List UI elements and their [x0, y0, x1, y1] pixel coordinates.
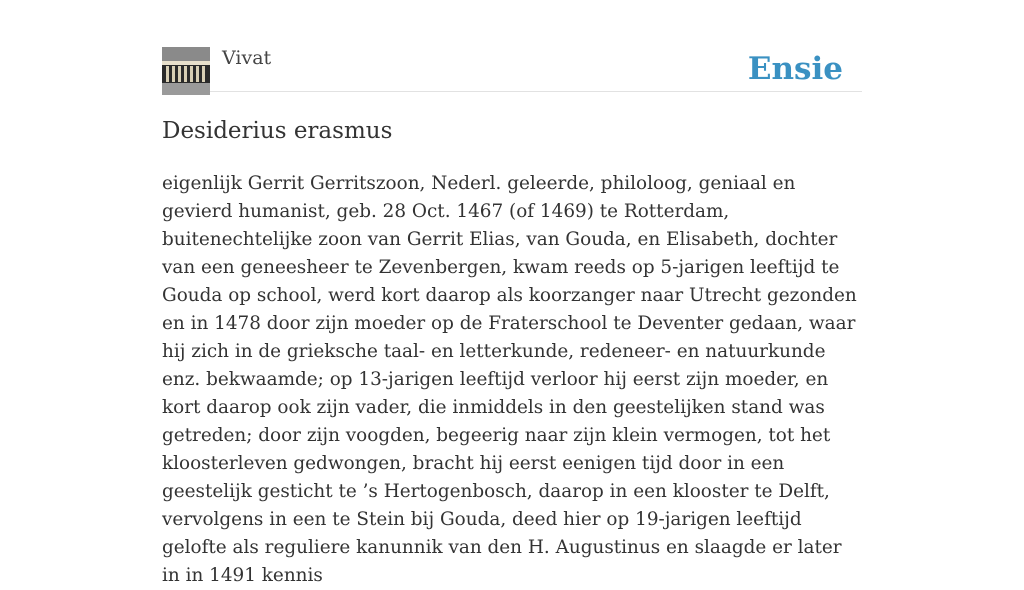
site-header: [162, 0, 862, 92]
article-title: Desiderius erasmus: [162, 118, 393, 144]
article-body: eigenlijk Gerrit Gerritszoon, Nederl. geleerde, philoloog, geniaal en gevierd humanist, geb. 28 Oct. 1467 (of 1469) te Rotterdam, buitenechtelijke zoon van Gerrit Elias, van Gouda, en Elisabeth, dochter van een geneesheer te Zevenbergen, kwam reeds op 5-jarigen leeftijd te Gouda op school, werd kort daarop als koorzanger naar Utrecht gezonden en in 1478 door zijn moeder op de Fraterschool te Deventer gedaan, waar hij zich in de grieksche taal- en letterkunde, redeneer- en natuurkunde enz. bekwaamde; op 13-jarigen leeftijd verloor hij eerst zijn moeder, en kort daarop ook zijn vader, die inmiddels in den geestelijken stand was getreden; door zijn voogden, begeerig naar zijn klein vermogen, tot het kloosterleven gedwongen, bracht hij eerst eenigen tijd door in een geestelijk gesticht te ’s Hertogenbosch, daarop in een klooster te Delft, vervolgens in een te Stein bij Gouda, deed hier op 19-jarigen leeftijd gelofte als reguliere kanunnik van den H. Augustinus en slaagde er later in in 1491 kennis: [162, 173, 857, 586]
book-spines-icon: [162, 47, 210, 95]
source-avatar[interactable]: [162, 47, 210, 95]
source-name[interactable]: Vivat: [222, 47, 272, 69]
ensie-logo[interactable]: Ensie: [747, 51, 843, 87]
page-container: [162, 0, 862, 586]
